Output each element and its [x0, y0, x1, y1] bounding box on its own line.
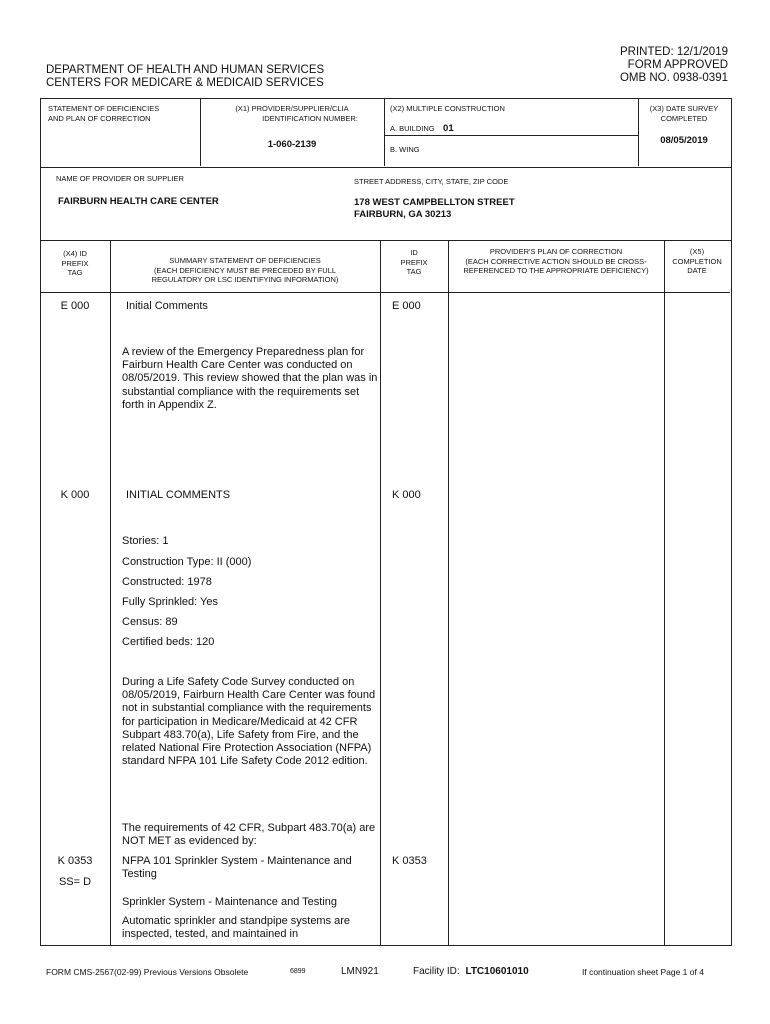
- id-prefix-header-line2: PREFIX: [400, 257, 428, 267]
- plan-header: [448, 247, 664, 276]
- department-name: DEPARTMENT OF HEALTH AND HUMAN SERVICES: [46, 64, 325, 76]
- summary-header-line3: REGULATORY OR LSC IDENTIFYING INFORMATION): [151, 275, 339, 284]
- k000-id-tag: K 000: [392, 489, 421, 501]
- survey-date: 08/05/2019: [660, 135, 708, 146]
- k0353-scope-severity: SS= D: [58, 876, 92, 888]
- agency-heading: [46, 64, 324, 90]
- survey-paragraph: During a Life Safety Code Survey conducted on 08/05/2019, Fairburn Health Care Center was found not in substantial compliance with the requirements for participation in Medicare/Medicaid at 42 CFR Subpart 483.70(a), Life Safety from Fire, and the related National Fire Protection Association (NFPA) standard NFPA 101 Life Safety Code 2012 edition.: [122, 676, 376, 768]
- certified-beds: Certified beds: 120: [122, 636, 215, 648]
- address-label: STREET ADDRESS, CITY, STATE, ZIP CODE: [354, 177, 509, 186]
- provider-name-label: NAME OF PROVIDER OR SUPPLIER: [56, 174, 184, 183]
- fully-sprinkled: Fully Sprinkled: Yes: [122, 596, 218, 608]
- x5-header-line2: COMPLETION: [672, 256, 722, 266]
- stories: Stories: 1: [122, 535, 169, 547]
- form-approved: FORM APPROVED: [627, 59, 728, 71]
- constructed-year: Constructed: 1978: [122, 576, 212, 588]
- printed-date: PRINTED: 12/1/2019: [619, 46, 728, 58]
- footer-code-1: 6899: [290, 968, 306, 975]
- x4-header-line1: (X4) ID: [63, 249, 87, 258]
- x4-header-line3: TAG: [67, 268, 83, 277]
- statement-label: [48, 104, 159, 123]
- k000-title: INITIAL COMMENTS: [126, 489, 231, 501]
- address-line1: 178 WEST CAMPBELLTON STREET: [354, 197, 515, 208]
- e000-prefix-tag: E 000: [60, 300, 90, 312]
- x2-label: (X2) MULTIPLE CONSTRUCTION: [390, 104, 505, 113]
- x5-header-line1: (X5): [689, 247, 705, 256]
- statement-label-line2: AND PLAN OF CORRECTION: [48, 113, 151, 123]
- e000-title: Initial Comments: [126, 300, 208, 312]
- summary-header-line2: (EACH DEFICIENCY MUST BE PRECEDED BY FULL: [153, 265, 337, 275]
- centers-name: CENTERS FOR MEDICARE & MEDICAID SERVICES: [46, 77, 324, 89]
- address: [354, 197, 515, 221]
- construction-type: Construction Type: II (000): [122, 556, 252, 568]
- building-row: [390, 118, 454, 136]
- sprinkler-heading: Sprinkler System - Maintenance and Testing: [122, 896, 338, 908]
- x1-label-line1: (X1) PROVIDER/SUPPLIER/CLIA: [235, 104, 349, 113]
- building-value: 01: [443, 123, 454, 134]
- x4-header: [40, 249, 110, 278]
- k0353-title: NFPA 101 Sprinkler System - Maintenance and Testing: [122, 855, 352, 881]
- form-header-right: [620, 46, 728, 85]
- x1-label-line2: IDENTIFICATION NUMBER:: [262, 113, 358, 123]
- facility-id: [413, 966, 529, 977]
- census: Census: 89: [122, 616, 178, 628]
- x5-header: [664, 247, 730, 276]
- x1-label: [200, 104, 384, 123]
- e000-id-tag: E 000: [392, 300, 421, 312]
- k000-prefix-tag: K 000: [60, 489, 90, 501]
- plan-header-line1: PROVIDER'S PLAN OF CORRECTION: [489, 247, 623, 256]
- x4-header-line2: PREFIX: [61, 258, 89, 268]
- facility-id-label: Facility ID:: [413, 966, 460, 977]
- sprinkler-paragraph: Automatic sprinkler and standpipe systems are inspected, tested, and maintained in: [122, 915, 351, 941]
- x3-label: [638, 104, 730, 123]
- facility-id-value: LTC10601010: [465, 966, 529, 977]
- x3-label-line1: (X3) DATE SURVEY: [649, 104, 719, 113]
- id-prefix-header-line1: ID: [410, 248, 418, 257]
- id-prefix-header-line3: TAG: [406, 267, 422, 276]
- statement-label-line1: STATEMENT OF DEFICIENCIES: [48, 104, 160, 113]
- wing-label: B. WING: [390, 145, 420, 154]
- id-prefix-header: [380, 248, 448, 277]
- omb-number: OMB NO. 0938-0391: [619, 72, 728, 84]
- k0353-prefix-tag: K 0353: [57, 855, 93, 867]
- plan-header-line3: REFERENCED TO THE APPROPRIATE DEFICIENCY): [463, 266, 649, 275]
- e000-paragraph: A review of the Emergency Preparedness plan for Fairburn Health Care Center was conducted on 08/05/2019. This review showed that the plan was in substantial compliance with the requirements set forth in Appendix Z.: [122, 346, 378, 411]
- requirements-paragraph: The requirements of 42 CFR, Subpart 483.70(a) are NOT MET as evidenced by:: [122, 822, 376, 848]
- provider-name: FAIRBURN HEALTH CARE CENTER: [58, 196, 219, 207]
- plan-header-line2: (EACH CORRECTIVE ACTION SHOULD BE CROSS-: [465, 256, 647, 266]
- form-footer-id: FORM CMS-2567(02-99) Previous Versions Obsolete: [46, 967, 249, 977]
- provider-id-number: 1-060-2139: [267, 139, 317, 150]
- summary-header-line1: SUMMARY STATEMENT OF DEFICIENCIES: [169, 256, 321, 265]
- k0353-id-tag: K 0353: [392, 855, 427, 867]
- building-label: A. BUILDING: [390, 124, 435, 133]
- footer-code-2: LMN921: [341, 966, 379, 977]
- summary-header: [110, 256, 380, 285]
- x3-label-line2: COMPLETED: [660, 113, 708, 123]
- address-line2: FAIRBURN, GA 30213: [354, 209, 452, 220]
- page-indicator: If continuation sheet Page 1 of 4: [582, 967, 704, 977]
- x5-header-line3: DATE: [687, 266, 707, 275]
